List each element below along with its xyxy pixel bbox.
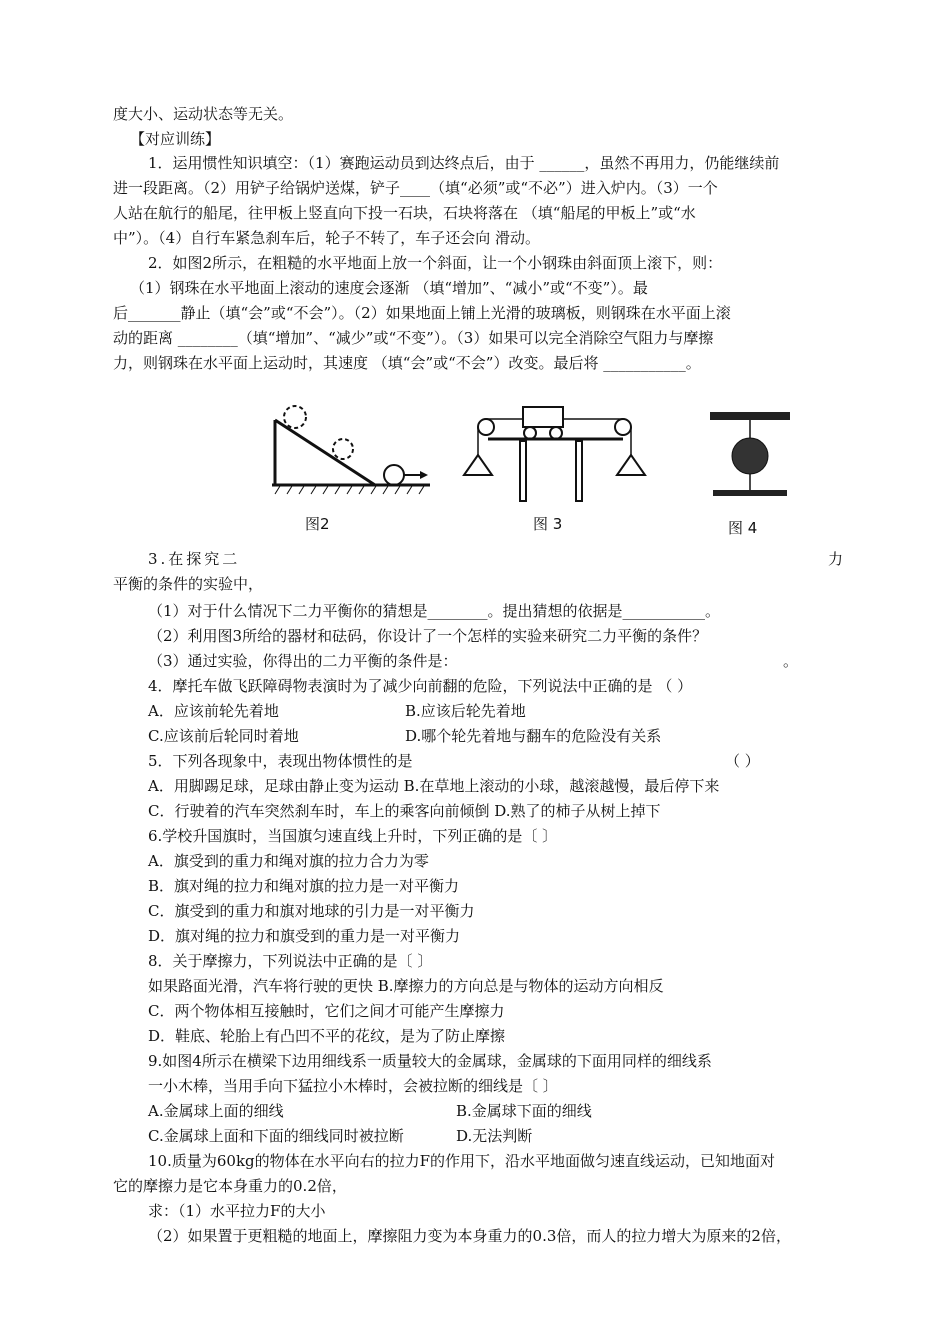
text-line: 求：（1）水平拉力F的大小 [148,1202,326,1220]
text-line: 4．摩托车做飞跃障碍物表演时为了减少向前翻的危险，下列说法中正确的是 （ ） [148,677,693,695]
text-line: 。 [783,652,799,670]
text-line: 5．下列各现象中，表现出物体惯性的是 [148,752,413,770]
text-line: C．旗受到的重力和旗对地球的引力是一对平衡力 [148,902,475,920]
text-line: 人站在航行的船尾，往甲板上竖直向下投一石块，石块将落在 （填“船尾的甲板上”或“水 [113,204,696,222]
text-line: C．行驶着的汽车突然刹车时，车上的乘客向前倾倒 D.熟了的柿子从树上掉下 [148,802,661,820]
figure-4-hanging-ball [705,408,795,508]
section-heading: 【对应训练】 [130,130,221,148]
text-line: A.金属球上面的细线 [148,1102,284,1120]
text-line: （1）钢珠在水平地面上滚动的速度会逐渐 （填“增加”、“减小”或“不变”）。最 [130,279,648,297]
figure-3-pulley-table [458,395,648,505]
text-line: A．用脚踢足球，足球由静止变为运动 B.在草地上滚动的小球，越滚越慢，最后停下来 [148,777,720,795]
text-line: C．两个物体相互接触时，它们之间才可能产生摩擦力 [148,1002,505,1020]
text-line: C.金属球上面和下面的细线同时被拉断 [148,1127,404,1145]
figure-2-incline [270,400,470,510]
text-line: 1．运用惯性知识填空：（1）赛跑运动员到达终点后，由于 ______，虽然不再用力，仍能继续前 [148,154,780,172]
text-line: （ ） [725,752,760,770]
text-line: 9.如图4所示在横梁下边用细线系一质量较大的金属球，金属球的下面用同样的细线系 [148,1052,712,1070]
text-line: （2）如果置于更粗糙的地面上，摩擦阻力变为本身重力的0.3倍，而人的拉力增大为原来的2倍， [148,1227,791,1245]
text-line: B.金属球下面的细线 [456,1102,592,1120]
text-line: 中”）。（4）自行车紧急刹车后，轮子不转了，车子还会向 滑动。 [113,229,540,247]
text-line: 10.质量为60kg的物体在水平向右的拉力F的作用下，沿水平地面做匀速直线运动，已知地面对 [148,1152,776,1170]
text-line: B．旗对绳的拉力和绳对旗的拉力是一对平衡力 [148,877,460,895]
text-line: 平衡的条件的实验中， [113,575,264,593]
text-line: 力 [828,550,844,568]
text-line: （2）利用图3所给的器材和砝码，你设计了一个怎样的实验来研究二力平衡的条件？ [148,627,708,645]
text-line: （3）通过实验，你得出的二力平衡的条件是： [148,652,458,670]
text-line: D.哪个轮先着地与翻车的危险没有关系 [405,727,662,745]
text-line: 力，则钢珠在水平面上运动时，其速度 （填“会”或“不会”）改变。最后将 ___________。 [113,354,701,372]
text-line: 它的摩擦力是它本身重力的0.2倍， [113,1177,347,1195]
text-line: 动的距离 ________（填“增加”、“减少”或“不变”）。（3）如果可以完全消除空气阻力与摩擦 [113,329,714,347]
figure-3-caption: 图 3 [533,515,563,533]
text-line: D．旗对绳的拉力和旗受到的重力是一对平衡力 [148,927,461,945]
text-line: 3.在探究二 [148,550,241,568]
figure-2-caption: 图2 [305,515,330,533]
text-line: （1）对于什么情况下二力平衡你的猜想是________。提出猜想的依据是___________。 [148,602,721,620]
text-line: 后_______静止（填“会”或“不会”）。（2）如果地面上铺上光滑的玻璃板，则钢珠在水平面上滚 [113,304,731,322]
text-line: 如果路面光滑，汽车将行驶的更快 B.摩擦力的方向总是与物体的运动方向相反 [148,977,664,995]
text-line: A．应该前轮先着地 [148,702,279,720]
text-line: 6.学校升国旗时，当国旗匀速直线上升时，下列正确的是〔 〕 [148,827,558,845]
text-line: 8．关于摩擦力，下列说法中正确的是〔 〕 [148,952,433,970]
text-line: D．鞋底、轮胎上有凸凹不平的花纹，是为了防止摩擦 [148,1027,506,1045]
text-line: 进一段距离。（2）用铲子给锅炉送煤，铲子____（填“必须”或“不必”）进入炉内。（3）一个 [113,179,718,197]
text-line: 度大小、运动状态等无关。 [113,105,294,123]
text-line: A．旗受到的重力和绳对旗的拉力合力为零 [148,852,429,870]
text-line: 2．如图2所示，在粗糙的水平地面上放一个斜面，让一个小钢珠由斜面顶上滚下，则： [148,254,723,272]
text-line: 一小木棒，当用手向下猛拉小木棒时，会被拉断的细线是〔 〕 [148,1077,558,1095]
figure-4-caption: 图 4 [728,519,758,537]
text-line: C.应该前后轮同时着地 [148,727,299,745]
text-line: B.应该后轮先着地 [405,702,526,720]
text-line: D.无法判断 [456,1127,533,1145]
